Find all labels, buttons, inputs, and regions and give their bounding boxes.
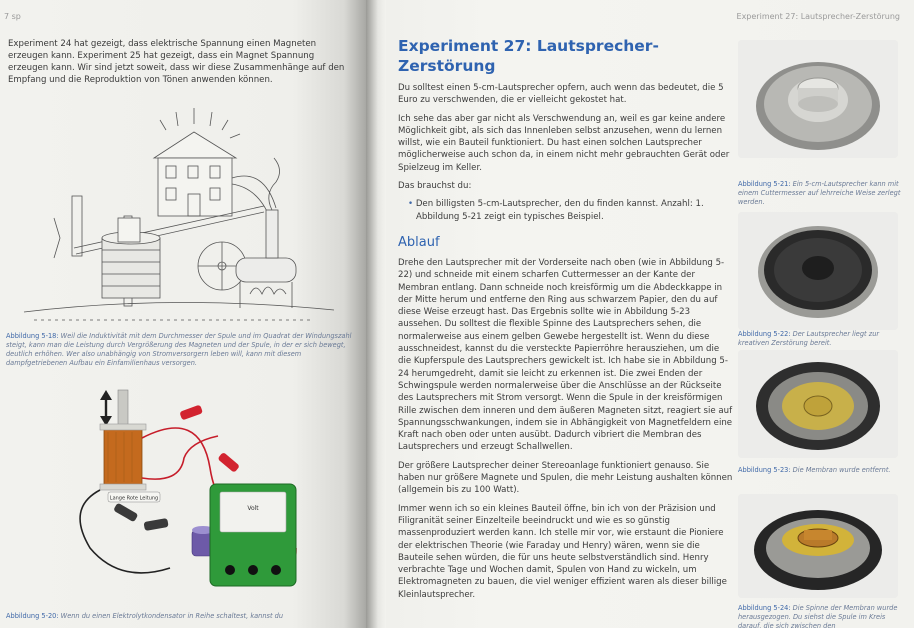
article-body (398, 36, 734, 601)
speaker-back-photo (738, 40, 898, 158)
running-head-right: Experiment 27: Lautsprecher-Zerstörung (736, 12, 900, 21)
ablauf-paragraph-1: Drehe den Lautsprecher mit der Vorderseite nach oben (wie in Abbildung 5-22) und schneide mit einem scharfen Cuttermesser an der Kante der Membran entlang. Dann schneide noch kreisförmig um die Abdeckkappe in der Mitte herum und entferne den Ring aus schwarzem Papier, den du auf diese Weise erzeugt hast. Das Ergebnis sollte wie in Abbildung 5-23 aussehen. Du solltest die flexible Spinne des Lautsprechers sehen, die normalerweise aus einem gelben Gewebe hergestellt ist. Wenn du diese ausschneidest, kannst du die versteckte Papierröhre herausziehen, um die die Kupferspule des Lautsprechers gewickelt ist. Ich habe sie in Abbildung 5-24 herumgedreht, damit sie leicht zu erkennen ist. Die zwei Enden der Schwingspule werden normalerweise über die Anschlüsse an der Rückseite des Lautsprechers mit Strom versorgt. Wenn die Spule in der kreisförmigen Rille zwischen dem inneren und dem äußeren Magneten sitzt, reagiert sie auf Spannungsschwankungen, indem sie in Abhängigkeit von Magnetfeldern eine Kraft nach oben oder unten ausübt. Dadurch vibriert die Membran des Lautsprechers und erzeugt Schallwellen. (398, 257, 733, 453)
figure-5-24-caption (738, 604, 902, 628)
meter-label: Volt (247, 505, 259, 512)
steam-generator-illustration (14, 98, 344, 330)
figure-5-22-caption (738, 330, 902, 348)
ablauf-paragraph-3: Immer wenn ich so ein kleines Bauteil öffne, bin ich von der Präzision und Filigranität seiner Einzelteile beeindruckt und wie es so günstig massenproduziert werden kann. Ich stelle mir vor, wie erstaunt die Pioniere der elektrischen Theorie (wie Faraday und Henry) wären, wenn sie die Bauteile sehen würden, die für uns heute selbstverständlich sind. Henry verbrachte Tage und Wochen damit, Spulen von Hand zu wickeln, um Elektromagneten zu bauen, die viel weniger effizient waren als dieser billige Kleinlautsprecher. (398, 503, 727, 600)
figure-5-20-label: Abbildung 5-20: (6, 612, 59, 620)
figure-5-18-caption (6, 332, 358, 368)
bullet-icon: • (408, 199, 416, 210)
figure-5-24-label: Abbildung 5-24: (738, 604, 791, 612)
right-page (386, 0, 914, 628)
section-heading: Ablauf (398, 234, 440, 250)
figure-5-21-text: Ein 5-cm-Lautsprecher kann mit einem Cuttermesser auf lehrreiche Weise zerlegt werden. (738, 180, 901, 206)
figure-5-20-caption (6, 612, 358, 621)
figure-5-23-text: Die Membran wurde entfernt. (792, 466, 891, 474)
paragraph-3: Das brauchst du: (398, 181, 472, 192)
figure-5-23-caption (738, 466, 902, 475)
materials-bullet (408, 198, 734, 223)
figure-5-21-label: Abbildung 5-21: (738, 180, 791, 188)
figure-5-22-text: Der Lautsprecher liegt zur kreativen Zerstörung bereit. (738, 330, 880, 347)
left-page (0, 0, 366, 628)
paragraph-1: Du solltest einen 5-cm-Lautsprecher opfern, auch wenn das bedeutet, die 5 Euro zu verschwenden, die er vielleicht gekostet hat. (398, 83, 724, 106)
figure-5-23-label: Abbildung 5-23: (738, 466, 791, 474)
figure-5-24-text: Die Spinne der Membran wurde herausgezogen. Du siehst die Spule im Kreis darauf, die sich zwischen den (738, 604, 898, 628)
up-down-arrow-icon (100, 390, 112, 426)
intro-paragraph: Experiment 24 hat gezeigt, dass elektrische Spannung einen Magneten erzeugen kann. Experiment 25 hat gezeigt, dass ein Magnet Spannung erzeugen kann. Wir sind jetzt soweit, dass wir diese Zusammenhänge auf den Empfang und die Reproduktion von Tönen anwenden können. (8, 39, 345, 85)
paragraph-2: Ich sehe das aber gar nicht als Verschwendung an, weil es gar keine andere Möglichkeit gibt, als sich das Innenleben selbst anzusehen, wenn du lernen willst, wie ein Bauteil funktioniert. Du hast einen solchen Lautsprecher möglicherweise auch schon da, in einem nicht mehr gebrauchten Gerät oder Spielzeug im Keller. (398, 113, 730, 173)
ablauf-paragraph-2: Der größere Lautsprecher deiner Stereoanlage funktioniert genauso. Sie haben nur größere Magnete und Spulen, die mehr Leistung aushalten können (allgemein bis zu 100 Watt). (398, 460, 733, 496)
running-head-left: 7 sp (4, 12, 21, 21)
speaker-front-photo (738, 212, 898, 330)
materials-bullet-text: Den billigsten 5-cm-Lautsprecher, den du finden kannst. Anzahl: 1. Abbildung 5-21 zeigt ein typisches Beispiel. (415, 199, 704, 222)
coil-meter-circuit-illustration (60, 388, 330, 592)
figure-5-22-label: Abbildung 5-22: (738, 330, 791, 338)
figure-5-18-label: Abbildung 5-18: (6, 332, 59, 340)
speaker-membrane-removed-photo (738, 350, 898, 458)
figure-5-20-text: Wenn du einen Elektrolytkondensator in Reihe schaltest, kannst du (60, 612, 284, 620)
page-title: Experiment 27: Lautsprecher-Zerstörung (398, 37, 659, 75)
figure-5-18-text: Weil die Induktivität mit dem Durchmesser der Spule und im Quadrat der Windungszahl steigt, kann man die Leistung durch Vergrößerung des Magneten und der Spule, in der er sich bewegt, deutlich erhöhen. Wer also unabhängig von Stromversorgern leben will, kann mit diesem dampfgetriebenen Aufbau ein Einfamilienhaus versorgen. (6, 332, 352, 367)
clip-label-tag: Lange Rote Leitung (109, 495, 159, 502)
speaker-spider-photo (738, 494, 898, 598)
book-spine (366, 0, 386, 628)
figure-5-21-caption (738, 180, 902, 207)
